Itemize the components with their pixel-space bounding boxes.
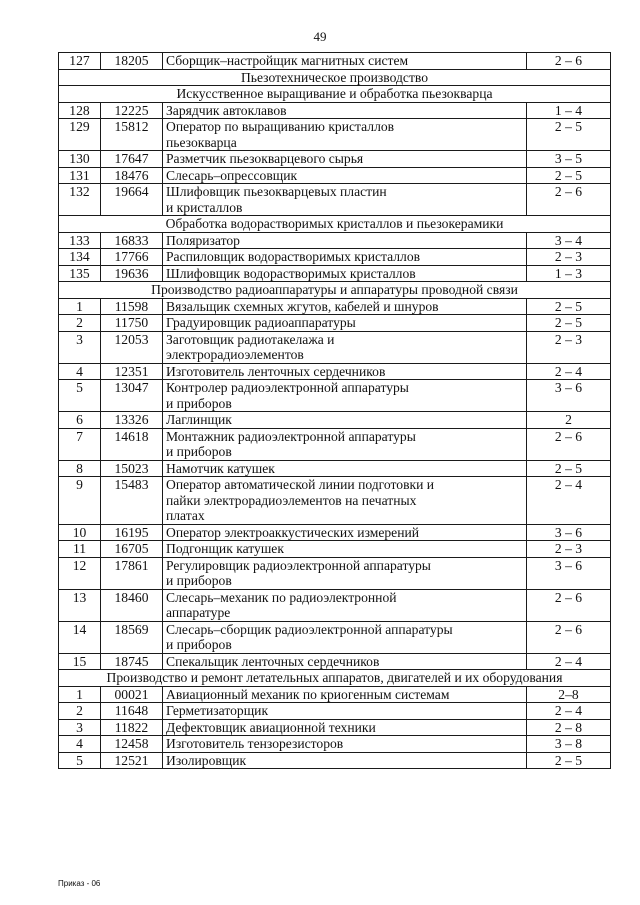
profession-name-line: пьезокварца (166, 134, 237, 150)
grade-range: 2 – 6 (527, 184, 611, 216)
row-number: 135 (59, 265, 101, 282)
profession-code: 15812 (101, 119, 163, 151)
row-number: 2 (59, 315, 101, 332)
profession-code: 16195 (101, 524, 163, 541)
profession-name (163, 541, 527, 558)
table-row (59, 363, 611, 380)
profession-name-line: Монтажник радиоэлектронной аппаратуры (166, 428, 416, 444)
grade-range: 2 – 4 (527, 477, 611, 525)
grade-range: 2 – 5 (527, 315, 611, 332)
profession-code: 17647 (101, 151, 163, 168)
profession-name (163, 589, 527, 621)
table-row (59, 380, 611, 412)
profession-name-line: Поляризатор (166, 232, 240, 248)
table-row (59, 653, 611, 670)
profession-code: 12458 (101, 736, 163, 753)
table-row (59, 752, 611, 769)
profession-name (163, 460, 527, 477)
profession-name-line: Слесарь–сборщик радиоэлектронной аппаратуры (166, 621, 453, 637)
table-row (59, 589, 611, 621)
profession-name (163, 653, 527, 670)
profession-name-line: Спекальщик ленточных сердечников (166, 653, 380, 669)
profession-code: 16833 (101, 232, 163, 249)
row-number: 14 (59, 621, 101, 653)
profession-code: 14618 (101, 428, 163, 460)
table-row (59, 119, 611, 151)
profession-name-line: Градуировщик радиоаппаратуры (166, 315, 356, 330)
profession-name (163, 380, 527, 412)
row-number: 4 (59, 736, 101, 753)
grade-range: 2 – 4 (527, 363, 611, 380)
profession-name (163, 331, 527, 363)
grade-range: 2 – 6 (527, 428, 611, 460)
profession-name-line: Намотчик катушек (166, 460, 275, 476)
table-row (59, 736, 611, 753)
profession-name (163, 151, 527, 168)
row-number: 3 (59, 719, 101, 736)
row-number: 1 (59, 686, 101, 703)
section-header-row (59, 282, 611, 299)
section-header-row (59, 216, 611, 233)
profession-name-line: Оператор автоматической линии подготовки и (166, 477, 435, 492)
profession-name (163, 298, 527, 315)
row-number: 128 (59, 102, 101, 119)
grade-range: 2–8 (527, 686, 611, 703)
profession-name (163, 265, 527, 282)
table-row (59, 184, 611, 216)
table-body (59, 53, 611, 769)
profession-code: 11822 (101, 719, 163, 736)
profession-name (163, 119, 527, 151)
profession-name (163, 53, 527, 70)
row-number: 12 (59, 557, 101, 589)
row-number: 2 (59, 703, 101, 720)
profession-name-line: и приборов (166, 637, 232, 652)
profession-name (163, 315, 527, 332)
profession-code: 17766 (101, 249, 163, 266)
profession-name-line: Вязальщик схемных жгутов, кабелей и шнуров (166, 298, 439, 314)
profession-name (163, 184, 527, 216)
grade-range: 2 – 3 (527, 331, 611, 363)
section-title: Пьезотехническое производство (59, 69, 611, 86)
table-row (59, 151, 611, 168)
grade-range: 3 – 6 (527, 380, 611, 412)
profession-name (163, 232, 527, 249)
grade-range: 2 – 5 (527, 298, 611, 315)
section-title: Производство радиоаппаратуры и аппаратуры проводной связи (59, 282, 611, 299)
row-number: 3 (59, 331, 101, 363)
table-row (59, 477, 611, 525)
profession-code: 12053 (101, 331, 163, 363)
profession-code: 15023 (101, 460, 163, 477)
section-header-row (59, 86, 611, 103)
profession-code: 13047 (101, 380, 163, 412)
row-number: 11 (59, 541, 101, 558)
page-number: 49 (313, 29, 327, 44)
grade-range: 3 – 6 (527, 524, 611, 541)
table-row (59, 298, 611, 315)
profession-name-line: Зарядчик автоклавов (166, 102, 287, 118)
table-row (59, 232, 611, 249)
profession-name-line: Заготовщик радиотакелажа и (166, 331, 335, 347)
grade-range: 2 – 8 (527, 719, 611, 736)
grade-range: 2 – 4 (527, 653, 611, 670)
profession-code: 15483 (101, 477, 163, 525)
row-number: 10 (59, 524, 101, 541)
grade-range: 2 – 5 (527, 167, 611, 184)
profession-name (163, 412, 527, 429)
row-number: 134 (59, 249, 101, 266)
profession-code: 18476 (101, 167, 163, 184)
grade-range: 2 – 4 (527, 703, 611, 720)
profession-name-line: Изготовитель тензорезисторов (166, 736, 344, 751)
profession-code: 12351 (101, 363, 163, 380)
profession-name-line: Дефектовщик авиационной техники (166, 719, 376, 735)
section-title: Производство и ремонт летательных аппаратов, двигателей и их оборудования (59, 670, 611, 687)
grade-range: 2 – 3 (527, 541, 611, 558)
grade-range: 3 – 4 (527, 232, 611, 249)
profession-name-line: и приборов (166, 444, 232, 459)
row-number: 4 (59, 363, 101, 380)
grade-range: 3 – 6 (527, 557, 611, 589)
profession-name (163, 557, 527, 589)
profession-code: 17861 (101, 557, 163, 589)
table-row (59, 460, 611, 477)
profession-code: 18460 (101, 589, 163, 621)
row-number: 9 (59, 477, 101, 525)
table-row (59, 541, 611, 558)
section-title: Искусственное выращивание и обработка пьезокварца (59, 86, 611, 103)
row-number: 127 (59, 53, 101, 70)
profession-name-line: Герметизаторщик (166, 703, 269, 718)
profession-name (163, 524, 527, 541)
footer-order-label: Приказ - 06 (58, 879, 101, 888)
profession-name-line: Регулировщик радиоэлектронной аппаратуры (166, 557, 431, 573)
profession-code: 11750 (101, 315, 163, 332)
table-row (59, 621, 611, 653)
profession-name-line: Авиационный механик по криогенным системам (166, 686, 450, 702)
profession-name-line: Подгонщик катушек (166, 541, 284, 556)
table-row (59, 428, 611, 460)
profession-name-line: и приборов (166, 573, 232, 588)
profession-code: 18745 (101, 653, 163, 670)
table-row (59, 53, 611, 70)
profession-name-line: Лаглинщик (166, 412, 232, 427)
profession-name-line: Оператор электроаккустических измерений (166, 524, 420, 540)
profession-name (163, 703, 527, 720)
profession-code: 12521 (101, 752, 163, 769)
profession-name (163, 167, 527, 184)
row-number: 5 (59, 752, 101, 769)
grade-range: 2 – 5 (527, 460, 611, 477)
profession-code: 11648 (101, 703, 163, 720)
row-number: 8 (59, 460, 101, 477)
profession-code: 12225 (101, 102, 163, 119)
table-row (59, 167, 611, 184)
row-number: 130 (59, 151, 101, 168)
section-title: Обработка водорастворимых кристаллов и пьезокерамики (59, 216, 611, 233)
profession-name (163, 719, 527, 736)
profession-name-line: пайки электрорадиоэлементов на печатных (166, 492, 417, 508)
row-number: 129 (59, 119, 101, 151)
table-row (59, 524, 611, 541)
grade-range: 1 – 3 (527, 265, 611, 282)
profession-name (163, 477, 527, 525)
profession-code: 13326 (101, 412, 163, 429)
profession-name (163, 363, 527, 380)
table-row (59, 315, 611, 332)
table-row (59, 412, 611, 429)
table-row (59, 102, 611, 119)
grade-range: 1 – 4 (527, 102, 611, 119)
row-number: 7 (59, 428, 101, 460)
grade-range: 2 – 3 (527, 249, 611, 266)
profession-name (163, 686, 527, 703)
profession-name-line: аппаратуре (166, 605, 231, 620)
profession-name-line: Изолировщик (166, 752, 247, 768)
table-row (59, 265, 611, 282)
row-number: 1 (59, 298, 101, 315)
profession-name-line: электрорадиоэлементов (166, 347, 304, 362)
profession-name (163, 621, 527, 653)
row-number: 6 (59, 412, 101, 429)
professions-table (58, 52, 611, 769)
profession-name-line: платах (166, 508, 205, 523)
row-number: 132 (59, 184, 101, 216)
profession-name-line: Шлифовщик пьезокварцевых пластин (166, 184, 387, 199)
row-number: 5 (59, 380, 101, 412)
table-row (59, 703, 611, 720)
row-number: 133 (59, 232, 101, 249)
grade-range: 2 – 5 (527, 752, 611, 769)
row-number: 15 (59, 653, 101, 670)
profession-name-line: Контролер радиоэлектронной аппаратуры (166, 380, 409, 395)
profession-name (163, 736, 527, 753)
profession-name-line: Оператор по выращиванию кристаллов (166, 119, 395, 134)
profession-code: 18569 (101, 621, 163, 653)
grade-range: 2 – 5 (527, 119, 611, 151)
grade-range: 3 – 8 (527, 736, 611, 753)
profession-name (163, 102, 527, 119)
profession-code: 19636 (101, 265, 163, 282)
row-number: 13 (59, 589, 101, 621)
grade-range: 3 – 5 (527, 151, 611, 168)
grade-range: 2 (527, 412, 611, 429)
profession-code: 18205 (101, 53, 163, 70)
profession-name-line: Распиловщик водорастворимых кристаллов (166, 249, 421, 264)
profession-name (163, 428, 527, 460)
profession-name-line: Шлифовщик водорастворимых кристаллов (166, 265, 416, 281)
profession-code: 11598 (101, 298, 163, 315)
section-header-row (59, 69, 611, 86)
profession-name-line: Сборщик–настройщик магнитных систем (166, 53, 409, 68)
profession-name (163, 249, 527, 266)
profession-code: 19664 (101, 184, 163, 216)
grade-range: 2 – 6 (527, 621, 611, 653)
profession-name-line: Разметчик пьезокварцевого сырья (166, 151, 364, 166)
table-row (59, 686, 611, 703)
table-row (59, 719, 611, 736)
table-row (59, 557, 611, 589)
row-number: 131 (59, 167, 101, 184)
profession-code: 16705 (101, 541, 163, 558)
profession-name-line: Слесарь–механик по радиоэлектронной (166, 589, 397, 605)
profession-name-line: и приборов (166, 395, 232, 411)
profession-name-line: и кристаллов (166, 199, 243, 215)
grade-range: 2 – 6 (527, 53, 611, 70)
table-row (59, 249, 611, 266)
profession-name-line: Слесарь–опрессовщик (166, 167, 298, 183)
profession-code: 00021 (101, 686, 163, 703)
table-row (59, 331, 611, 363)
section-header-row (59, 670, 611, 687)
profession-name-line: Изготовитель ленточных сердечников (166, 363, 386, 379)
grade-range: 2 – 6 (527, 589, 611, 621)
profession-name (163, 752, 527, 769)
